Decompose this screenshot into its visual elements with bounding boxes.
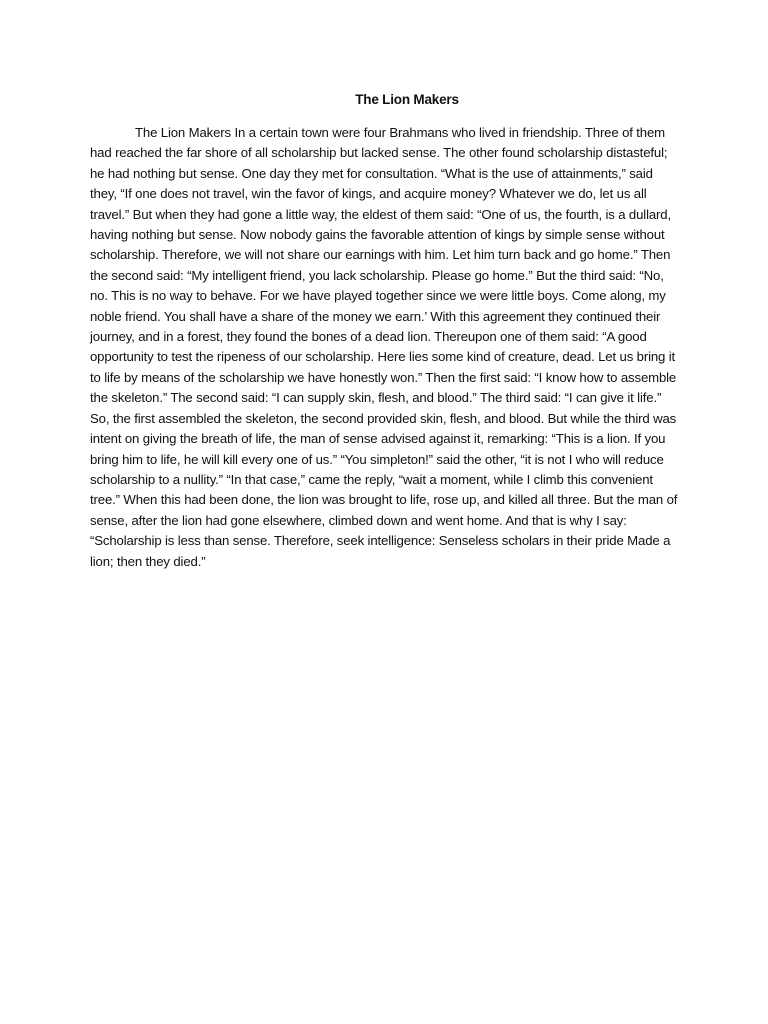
document-body-paragraph: The Lion Makers In a certain town were four Brahmans who lived in friendship. Three of them had reached the far shore of all scholarship but lacked sense. The other found scholarship distasteful; he had nothing but sense. One day they met for consultation. “What is the use of attainments,” said they, “If one does not travel, win the favor of kings, and acquire money? Whatever we do, let us all travel.” But when they had gone a little way, the eldest of them said: “One of us, the fourth, is a dullard, having nothing but sense. Now nobody gains the favorable attention of kings by simple sense without scholarship. Therefore, we will not share our earnings with him. Let him turn back and go home.” Then the second said: “My intelligent friend, you lack scholarship. Please go home.” But the third said: “No, no. This is no way to behave. For we have played together since we were little boys. Come along, my noble friend. You shall have a share of the money we earn.’ With this agreement they continued their journey, and in a forest, they found the bones of a dead lion. Thereupon one of them said: “A good opportunity to test the ripeness of our scholarship. Here lies some kind of creature, dead. Let us bring it to life by means of the scholarship we have honestly won.” Then the first said: “I know how to assemble the skeleton.” The second said: “I can supply skin, flesh, and blood.” The third said: “I can give it life.” So, the first assembled the skeleton, the second provided skin, flesh, and blood. But while the third was intent on giving the breath of life, the man of sense advised against it, remarking: “This is a lion. If you bring him to life, he will kill every one of us.” “You simpleton!” said the other, “it is not I who will reduce scholarship to a nullity.” “In that case,” came the reply, “wait a moment, while I climb this convenient tree.” When this had been done, the lion was brought to life, rose up, and killed all three. But the man of sense, after the lion had gone elsewhere, climbed down and went home. And that is why I say: “Scholarship is less than sense. Therefore, seek intelligence: Senseless scholars in their pride Made a lion; then they died.” <box>90 125 678 569</box>
document-title: The Lion Makers <box>355 92 459 107</box>
